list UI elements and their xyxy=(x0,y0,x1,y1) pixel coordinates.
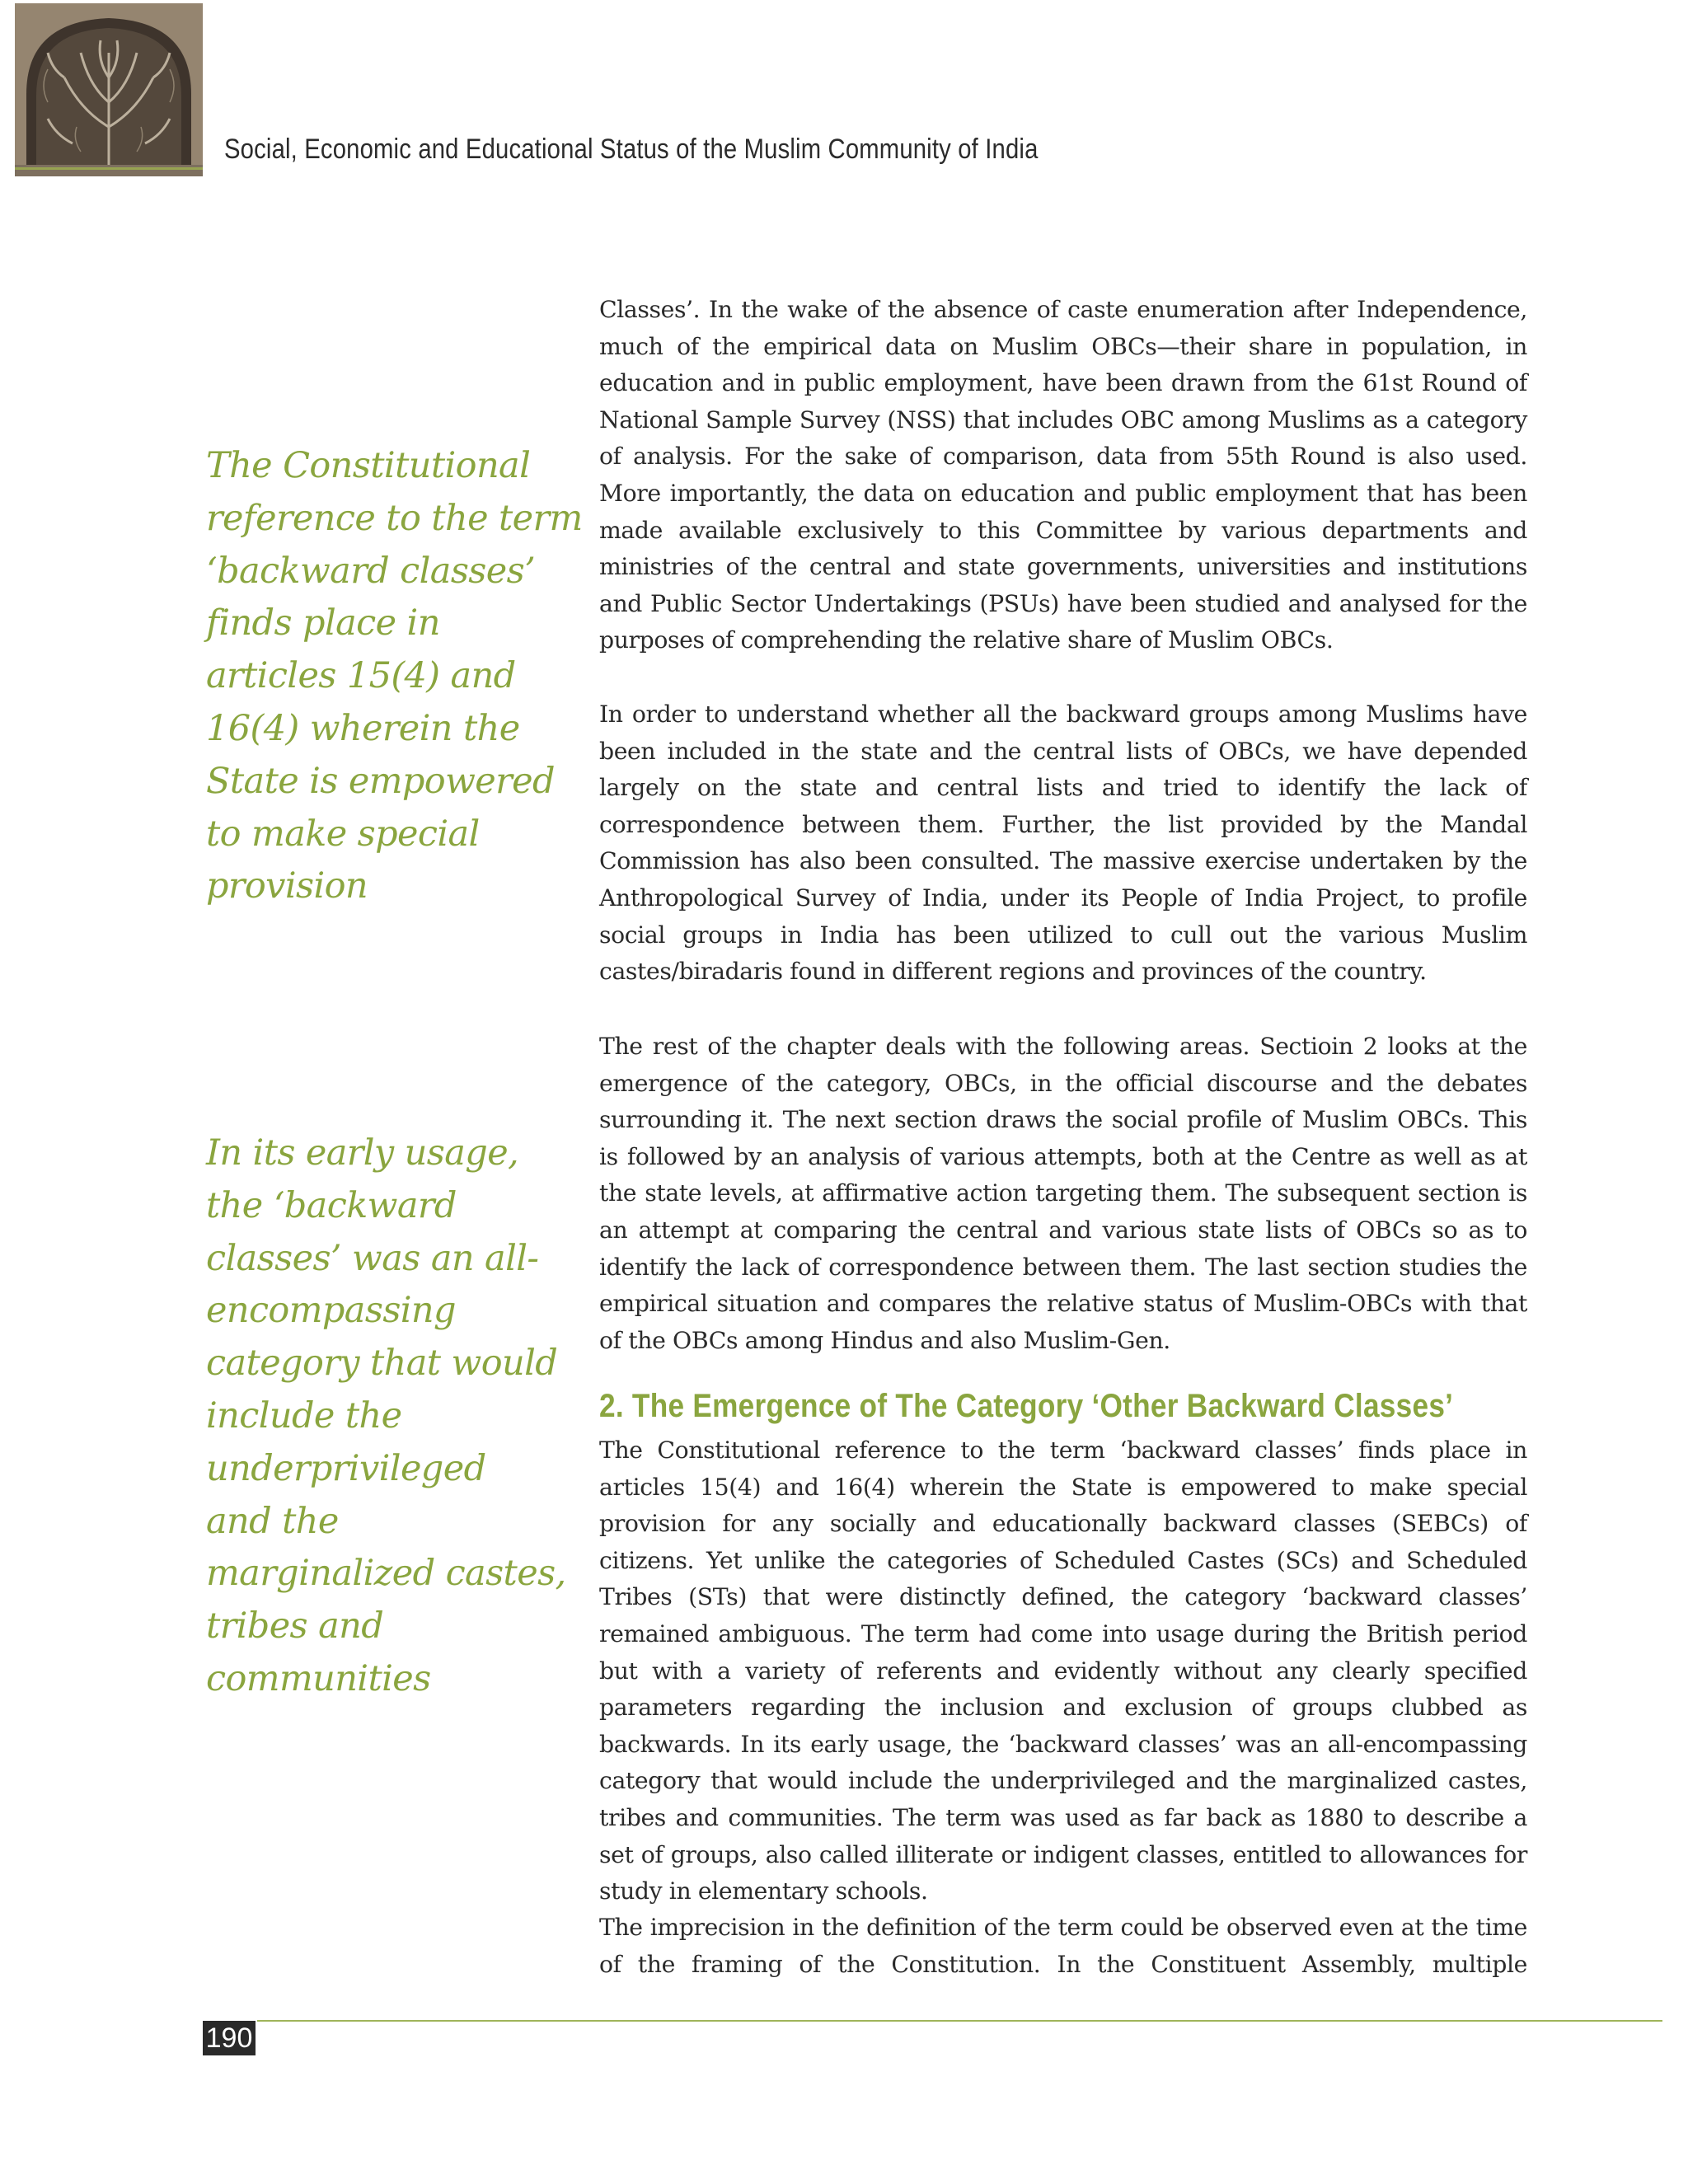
pull-quote-line: reference to the term xyxy=(206,497,583,539)
carved-stone-lattice-window-icon xyxy=(15,3,203,176)
body-paragraph-4 xyxy=(599,1432,1527,1910)
pull-quote-line: finds place in xyxy=(206,602,440,644)
paragraph-text: In order to understand whether all the backward groups among Muslims have been included in the state and the central lists of OBCs, we have depended largely on the state and central lists and tried to identify the lack of correspondence between them. Further, the list provided by the Mandal Commission has also been consulted. The massive exercise undertaken by the Anthropological Survey of India, under its People of India Project, to profile social groups in India has been utilized to cull out the various Muslim castes/biradaris found in different regions and provinces of the country. xyxy=(599,701,1527,986)
pull-quote-line: provision xyxy=(206,865,368,907)
body-paragraph-3 xyxy=(599,1029,1527,1359)
footer-rule xyxy=(257,2020,1662,2022)
pull-quote-line: articles 15(4) and xyxy=(206,655,516,697)
page-number: 190 xyxy=(203,2021,256,2055)
body-paragraph-2 xyxy=(599,696,1527,991)
pull-quote-line: marginalized castes, xyxy=(206,1553,566,1595)
pull-quote-line: 16(4) wherein the xyxy=(206,707,520,749)
pull-quote-line: and the xyxy=(206,1500,339,1542)
pull-quote-line: The Constitutional xyxy=(206,445,531,486)
header-lattice-image xyxy=(15,3,203,176)
pull-quote-line: underprivileged xyxy=(206,1447,486,1489)
pull-quote-line: the ‘backward xyxy=(206,1184,457,1226)
running-header-title: Social, Economic and Educational Status of the Muslim Community of India xyxy=(224,134,1039,165)
paragraph-text: The rest of the chapter deals with the following areas. Sectioin 2 looks at the emergence of the category, OBCs, in the official discourse and the debates surrounding it. The next section draws the social profile of Muslim OBCs. This is followed by an analysis of various attempts, both at the Centre as well as at the state levels, at affirmative action targeting them. The subsequent section is an attempt at comparing the central and various state lists of OBCs so as to identify the lack of correspondence between them. The last section studies the empirical situation and compares the relative status of Muslim-OBCs with that of the OBCs among Hindus and also Muslim-Gen. xyxy=(599,1033,1527,1354)
pull-quote-line: communities xyxy=(206,1657,431,1699)
pull-quote-line: State is empowered xyxy=(206,760,555,802)
paragraph-text: The imprecision in the definition of the term could be observed even at the time of the framing of the Constitution. In the Constituent Assembly, multiple xyxy=(599,1914,1527,1978)
pull-quote-line: classes’ was an all- xyxy=(206,1237,539,1279)
body-paragraph-5 xyxy=(599,1910,1527,1983)
pull-quote-line: to make special xyxy=(206,813,480,855)
pull-quote-line: In its early usage, xyxy=(206,1132,519,1174)
pull-quote-constitutional-reference xyxy=(206,440,583,913)
body-paragraph-1 xyxy=(599,292,1527,659)
paragraph-text: The Constitutional reference to the term ‘backward classes’ finds place in articles 15(4) and 16(4) wherein the State is empowered to make special provision for any socially and educationally backward classes (SEBCs) of citizens. Yet unlike the categories of Scheduled Castes (SCs) and Scheduled Tribes (STs) that were distinctly defined, the category ‘backward classes’ remained ambiguous. The term had come into usage during the British period but with a variety of referents and evidently without any clearly specified parameters regarding the inclusion and exclusion of groups clubbed as backwards. In its early usage, the ‘backward classes’ was an all-encompassing category that would include the underprivileged and the marginalized castes, tribes and communities. The term was used as far back as 1880 to describe a set of groups, also called illiterate or indigent classes, entitled to allowances for study in elementary schools. xyxy=(599,1436,1527,1905)
pull-quote-line: include the xyxy=(206,1394,402,1436)
paragraph-text: Classes’. In the wake of the absence of caste enumeration after Independence, much of the empirical data on Muslim OBCs—their share in population, in education and in public employment, have been drawn from the 61st Round of National Sample Survey (NSS) that includes OBC among Muslims as a category of analysis. For the sake of comparison, data from 55th Round is also used. More importantly, the data on education and public employment that has been made available exclusively to this Committee by various departments and ministries of the central and state governments, universities and institutions and Public Sector Undertakings (PSUs) have been studied and analysed for the purposes of comprehending the relative share of Muslim OBCs. xyxy=(599,296,1527,654)
pull-quote-line: category that would xyxy=(206,1343,558,1385)
pull-quote-early-usage xyxy=(206,1127,566,1706)
pull-quote-line: ‘backward classes’ xyxy=(206,550,536,592)
pull-quote-line: tribes and xyxy=(206,1605,384,1647)
section-heading: 2. The Emergence of The Category ‘Other Backward Classes’ xyxy=(599,1388,1454,1424)
pull-quote-line: encompassing xyxy=(206,1290,456,1332)
